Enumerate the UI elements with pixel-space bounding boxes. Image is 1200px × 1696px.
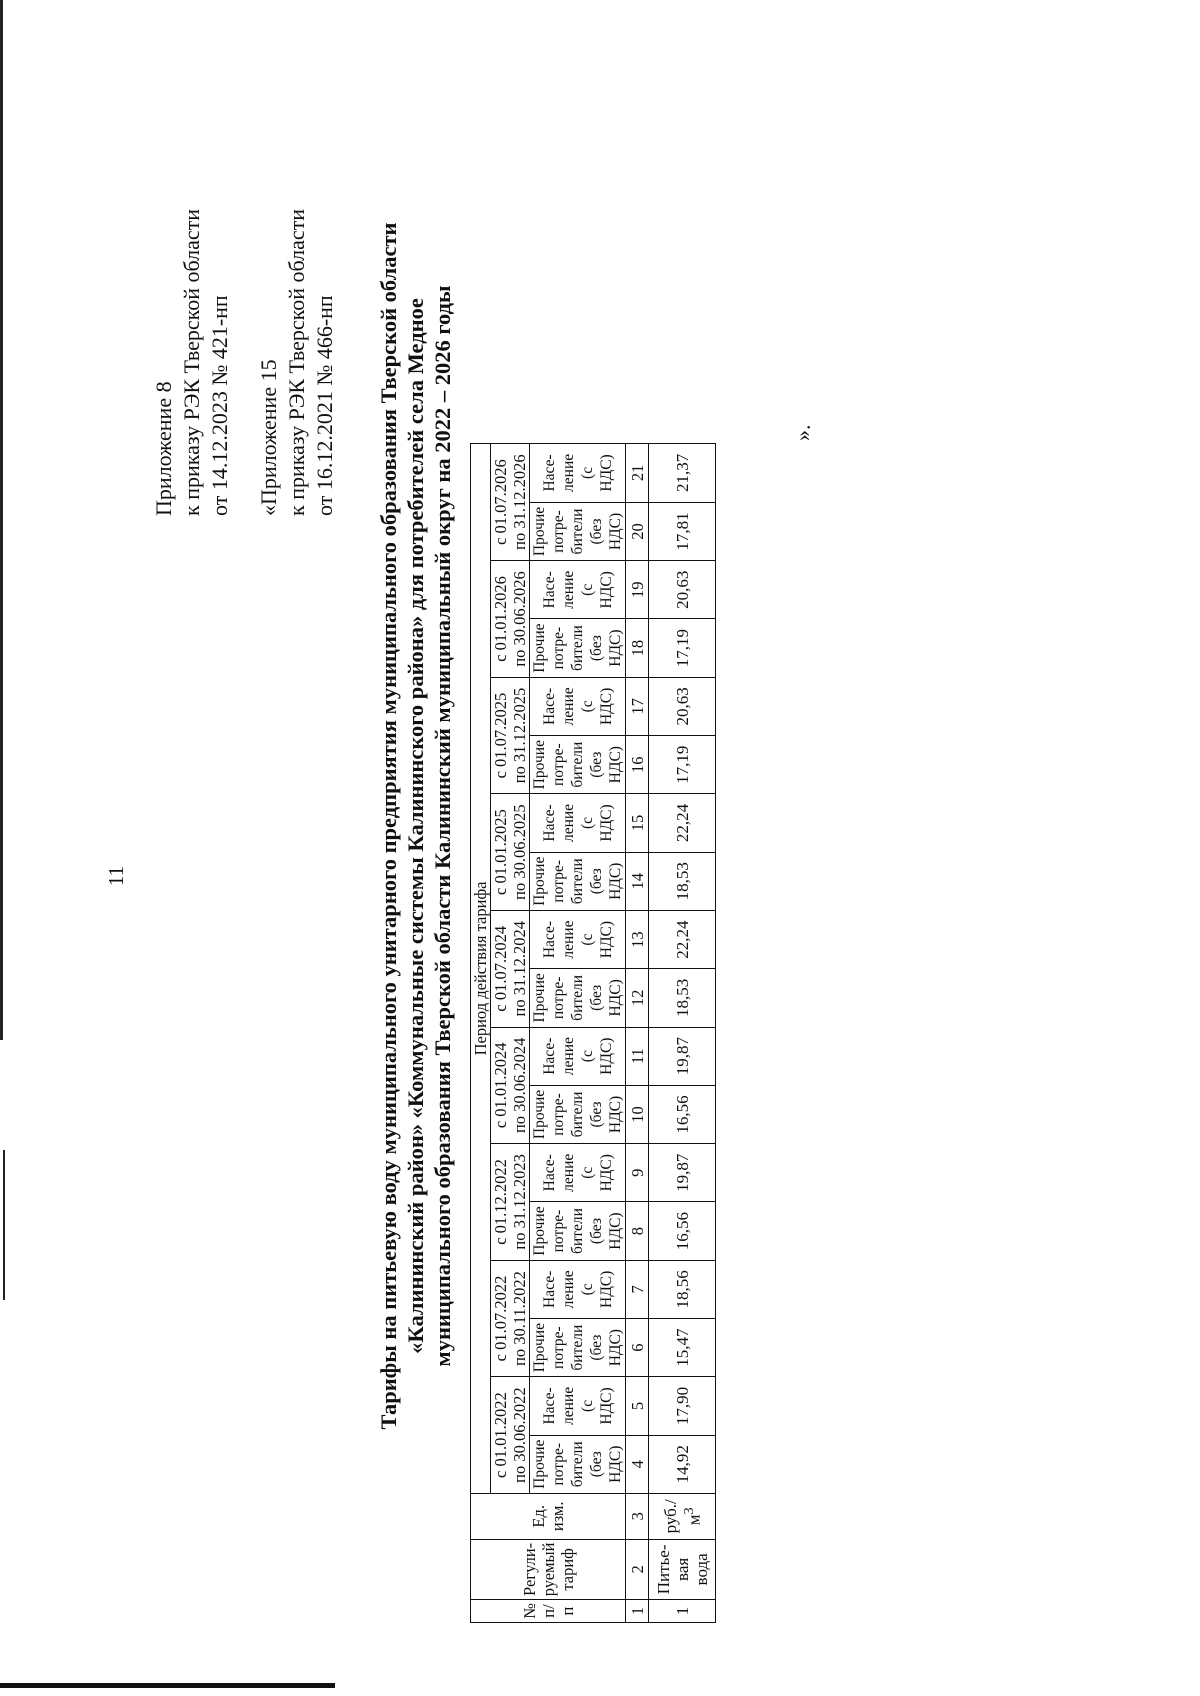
period-from: с 01.01.2025 bbox=[491, 809, 510, 895]
header-text: Прочие bbox=[531, 1439, 548, 1489]
header-text: (с bbox=[578, 466, 596, 479]
header-text: (без bbox=[588, 1218, 605, 1245]
header-text: бители bbox=[569, 508, 586, 555]
header-text: (без bbox=[588, 868, 605, 895]
header-text: Насе- bbox=[540, 454, 558, 492]
header-text: бители bbox=[569, 1441, 586, 1488]
table-row bbox=[649, 444, 716, 1623]
column-number-cell: 10 bbox=[626, 1085, 649, 1143]
header-text: НДС) bbox=[607, 629, 624, 667]
table-header-row bbox=[471, 444, 491, 1623]
annex-previous bbox=[255, 209, 339, 516]
tariff-table bbox=[470, 443, 716, 1623]
document-title bbox=[375, 166, 456, 1486]
header-text: (с bbox=[578, 1166, 596, 1179]
tariff-value-cell: 20,63 bbox=[649, 677, 716, 735]
period-from: с 01.12.2022 bbox=[491, 1159, 510, 1245]
header-text: ление bbox=[559, 1386, 577, 1425]
annex-previous-line: «Приложение 15 bbox=[256, 359, 281, 516]
tariff-value-cell: 17,81 bbox=[649, 502, 716, 560]
tariff-value-cell: 14,92 bbox=[649, 1435, 716, 1493]
column-number-cell: 5 bbox=[626, 1377, 649, 1435]
header-period-group: Период действия тарифа bbox=[471, 444, 491, 1494]
header-text: Прочие bbox=[531, 856, 548, 906]
row-unit-text: руб./ bbox=[660, 1499, 680, 1534]
header-text: (без bbox=[588, 635, 605, 662]
header-text: Прочие bbox=[531, 973, 548, 1023]
header-period-cell bbox=[491, 1377, 530, 1494]
header-other-consumers bbox=[530, 502, 626, 560]
header-text: ление bbox=[559, 1270, 577, 1309]
header-text: Насе- bbox=[540, 1154, 558, 1192]
header-text: потре- bbox=[550, 1326, 567, 1369]
period-from: с 01.01.2022 bbox=[491, 1392, 510, 1478]
header-text: Насе- bbox=[540, 920, 558, 959]
header-other-consumers bbox=[530, 736, 626, 794]
header-text: потре- bbox=[550, 859, 567, 903]
column-number-cell: 17 bbox=[626, 677, 649, 735]
header-text: потре- bbox=[550, 743, 567, 786]
period-to: по 31.12.2025 bbox=[510, 687, 529, 784]
column-number-cell: 4 bbox=[626, 1435, 649, 1493]
header-text: НДС) bbox=[597, 687, 615, 726]
header-text: потре- bbox=[550, 510, 567, 553]
tariff-value-cell: 18,53 bbox=[649, 969, 716, 1027]
header-text: ление bbox=[559, 1037, 577, 1076]
header-text: Насе- bbox=[540, 1387, 558, 1425]
closing-quote: ». bbox=[790, 424, 815, 441]
header-text: (с bbox=[578, 700, 596, 713]
column-number-cell: 21 bbox=[626, 444, 649, 503]
period-to: по 31.12.2023 bbox=[510, 1154, 529, 1250]
header-text: (с bbox=[578, 1399, 596, 1412]
header-population bbox=[530, 561, 626, 619]
header-text: (без bbox=[588, 984, 605, 1011]
header-period-cell bbox=[491, 794, 530, 911]
header-text: (без bbox=[588, 518, 605, 545]
row-tariff-text: вода bbox=[691, 1553, 711, 1586]
header-text: НДС) bbox=[607, 1095, 624, 1134]
header-number-cell bbox=[471, 1600, 626, 1623]
row-number-cell: 1 bbox=[649, 1600, 716, 1623]
tariff-value-cell: 19,87 bbox=[649, 1027, 716, 1085]
row-tariff-text: Питье- bbox=[653, 1544, 673, 1595]
header-text: Насе- bbox=[540, 571, 558, 609]
header-text: тариф bbox=[557, 1548, 577, 1591]
row-unit-m: м bbox=[684, 1514, 704, 1526]
header-text: НДС) bbox=[597, 571, 615, 609]
header-unit-cell bbox=[471, 1493, 626, 1539]
header-text: (с bbox=[578, 816, 596, 829]
title-line: «Калининский район» «Коммунальные системы Калининского района» для потребителей села Медное bbox=[403, 298, 428, 1354]
header-text: потре- bbox=[550, 976, 567, 1020]
column-number-cell: 19 bbox=[626, 561, 649, 619]
header-text: (с bbox=[578, 1283, 596, 1296]
header-period-cell bbox=[491, 1027, 530, 1144]
tariff-value-cell: 17,90 bbox=[649, 1377, 716, 1435]
row-unit-cell bbox=[649, 1493, 716, 1539]
table-subheader-row bbox=[530, 444, 626, 1623]
annex-current-line: Приложение 8 bbox=[151, 381, 176, 516]
tariff-value-cell: 21,37 bbox=[649, 444, 716, 503]
header-text: (без bbox=[588, 751, 605, 778]
header-text: руемый bbox=[538, 1542, 558, 1597]
header-text: НДС) bbox=[607, 1445, 624, 1483]
column-number-cell: 16 bbox=[626, 736, 649, 794]
header-text: ление bbox=[559, 687, 577, 726]
header-population bbox=[530, 794, 626, 852]
header-text: НДС) bbox=[607, 746, 624, 784]
header-population bbox=[530, 1027, 626, 1085]
header-text: НДС) bbox=[607, 979, 624, 1017]
header-text: бители bbox=[569, 1208, 586, 1254]
page-number: 11 bbox=[104, 865, 128, 887]
header-text: Насе- bbox=[540, 687, 558, 725]
header-other-consumers bbox=[530, 969, 626, 1027]
period-from: с 01.07.2024 bbox=[491, 925, 510, 1012]
header-text: Прочие bbox=[531, 1089, 548, 1140]
header-text: Регули- bbox=[519, 1542, 539, 1596]
column-number-cell: 1 bbox=[626, 1600, 649, 1623]
column-number-cell: 2 bbox=[626, 1539, 649, 1599]
column-number-cell: 20 bbox=[626, 502, 649, 560]
header-text: НДС) bbox=[597, 454, 615, 492]
column-number-cell: 9 bbox=[626, 1144, 649, 1202]
period-to: по 31.12.2024 bbox=[510, 920, 529, 1017]
header-text: потре- bbox=[550, 1209, 567, 1253]
tariff-value-cell: 20,63 bbox=[649, 561, 716, 619]
tariff-value-cell: 16,56 bbox=[649, 1202, 716, 1260]
column-number-cell: 3 bbox=[626, 1493, 649, 1539]
header-text: Прочие bbox=[531, 1206, 548, 1256]
header-period-cell bbox=[491, 910, 530, 1027]
column-number-cell: 12 bbox=[626, 969, 649, 1027]
header-text: НДС) bbox=[607, 1329, 624, 1367]
header-tariff-cell bbox=[471, 1539, 626, 1599]
header-text: Прочие bbox=[531, 506, 548, 557]
header-population bbox=[530, 1377, 626, 1435]
header-text: Прочие bbox=[531, 623, 548, 673]
header-text: Насе- bbox=[540, 1037, 558, 1075]
header-text: п/ bbox=[538, 1604, 558, 1618]
header-text: (с bbox=[578, 583, 596, 596]
header-period-cell bbox=[491, 677, 530, 794]
header-population bbox=[530, 1260, 626, 1318]
header-period-cell bbox=[491, 444, 530, 561]
header-other-consumers bbox=[530, 1319, 626, 1377]
annex-current-line: от 14.12.2023 № 421-нп bbox=[207, 295, 232, 516]
header-text: бители bbox=[569, 1091, 586, 1138]
header-text: НДС) bbox=[597, 1270, 615, 1308]
period-from: с 01.01.2024 bbox=[491, 1042, 510, 1129]
header-text: Прочие bbox=[531, 740, 548, 790]
header-text: ление bbox=[559, 570, 577, 609]
title-line: Тарифы на питьевую воду муниципального унитарного предприятия муниципального образования Тверской области bbox=[376, 222, 401, 1430]
row-unit-text bbox=[680, 1495, 704, 1538]
header-text: ление bbox=[559, 920, 577, 959]
period-to: по 30.06.2024 bbox=[510, 1037, 529, 1134]
tariff-value-cell: 22,24 bbox=[649, 910, 716, 968]
header-text: Насе- bbox=[540, 1270, 558, 1308]
header-population bbox=[530, 910, 626, 968]
header-text: (с bbox=[578, 933, 596, 946]
header-text: потре- bbox=[550, 1093, 567, 1136]
header-text: (без bbox=[588, 1334, 605, 1361]
header-text: бители bbox=[569, 1324, 586, 1371]
row-unit-exponent: 3 bbox=[680, 1507, 697, 1515]
column-number-cell: 11 bbox=[626, 1027, 649, 1085]
header-text: (с bbox=[578, 1050, 596, 1063]
period-from: с 01.01.2026 bbox=[491, 576, 510, 662]
tariff-value-cell: 17,19 bbox=[649, 619, 716, 677]
tariff-value-cell: 16,56 bbox=[649, 1085, 716, 1143]
period-from: с 01.07.2026 bbox=[491, 459, 510, 545]
header-text: № bbox=[519, 1603, 539, 1619]
tariff-value-cell: 22,24 bbox=[649, 794, 716, 852]
header-other-consumers bbox=[530, 1202, 626, 1260]
header-population bbox=[530, 444, 626, 503]
period-to: по 30.06.2025 bbox=[510, 804, 529, 900]
header-other-consumers bbox=[530, 1435, 626, 1493]
header-other-consumers bbox=[530, 619, 626, 677]
header-text: (без bbox=[588, 1101, 605, 1128]
header-text: НДС) bbox=[607, 1212, 624, 1250]
header-population bbox=[530, 677, 626, 735]
annex-current bbox=[150, 209, 234, 516]
header-text: Насе- bbox=[540, 804, 558, 842]
header-text: НДС) bbox=[597, 1154, 615, 1192]
annex-previous-line: от 16.12.2021 № 466-нп bbox=[312, 295, 337, 516]
column-number-cell: 18 bbox=[626, 619, 649, 677]
header-text: потре- bbox=[550, 626, 567, 670]
period-to: по 31.12.2026 bbox=[510, 454, 529, 550]
tariff-value-cell: 19,87 bbox=[649, 1144, 716, 1202]
header-other-consumers bbox=[530, 1085, 626, 1143]
column-number-cell: 8 bbox=[626, 1202, 649, 1260]
header-text: п bbox=[557, 1606, 577, 1616]
header-text: НДС) bbox=[597, 1037, 615, 1075]
header-text: Ед. bbox=[529, 1505, 548, 1528]
header-period-cell bbox=[491, 1260, 530, 1377]
period-to: по 30.06.2026 bbox=[510, 571, 529, 667]
table-column-numbers-row bbox=[626, 444, 649, 1623]
header-text: ление bbox=[559, 803, 577, 843]
tariff-value-cell: 15,47 bbox=[649, 1319, 716, 1377]
column-number-cell: 15 bbox=[626, 794, 649, 852]
tariff-value-cell: 18,53 bbox=[649, 852, 716, 910]
column-number-cell: 14 bbox=[626, 852, 649, 910]
header-text: НДС) bbox=[607, 512, 624, 551]
header-text: НДС) bbox=[597, 1387, 615, 1425]
header-text: ление bbox=[559, 1153, 577, 1192]
period-from: с 01.07.2025 bbox=[491, 692, 510, 779]
header-period-cell bbox=[491, 561, 530, 678]
period-from: с 01.07.2022 bbox=[491, 1275, 510, 1362]
column-number-cell: 7 bbox=[626, 1260, 649, 1318]
period-to: по 30.06.2022 bbox=[510, 1387, 529, 1483]
row-tariff-cell bbox=[649, 1539, 716, 1599]
title-line: муниципального образования Тверской области Калининский муниципальный округ на 2022 – 2026 годы bbox=[430, 285, 455, 1367]
annex-current-line: к приказу РЭК Тверской области bbox=[179, 208, 204, 516]
tariff-value-cell: 18,56 bbox=[649, 1260, 716, 1318]
tariff-value-cell: 17,19 bbox=[649, 736, 716, 794]
header-text: бители bbox=[569, 974, 586, 1021]
header-text: бители bbox=[569, 858, 586, 905]
annex-previous-line: к приказу РЭК Тверской области bbox=[284, 208, 309, 516]
table-period-row bbox=[491, 444, 530, 1623]
header-text: НДС) bbox=[607, 862, 624, 900]
header-period-cell bbox=[491, 1144, 530, 1261]
header-text: НДС) bbox=[597, 920, 615, 959]
period-to: по 30.11.2022 bbox=[510, 1271, 529, 1366]
column-number-cell: 13 bbox=[626, 910, 649, 968]
header-text: (без bbox=[588, 1451, 605, 1478]
header-text: Прочие bbox=[531, 1323, 548, 1373]
header-text: бители bbox=[569, 741, 586, 788]
header-other-consumers bbox=[530, 852, 626, 910]
header-population bbox=[530, 1144, 626, 1202]
header-text: бители bbox=[569, 625, 586, 672]
header-text: ление bbox=[559, 453, 577, 492]
header-text: потре- bbox=[550, 1442, 567, 1486]
header-text: изм. bbox=[548, 1501, 567, 1532]
row-tariff-text: вая bbox=[672, 1557, 692, 1581]
header-text: НДС) bbox=[597, 804, 615, 842]
column-number-cell: 6 bbox=[626, 1319, 649, 1377]
